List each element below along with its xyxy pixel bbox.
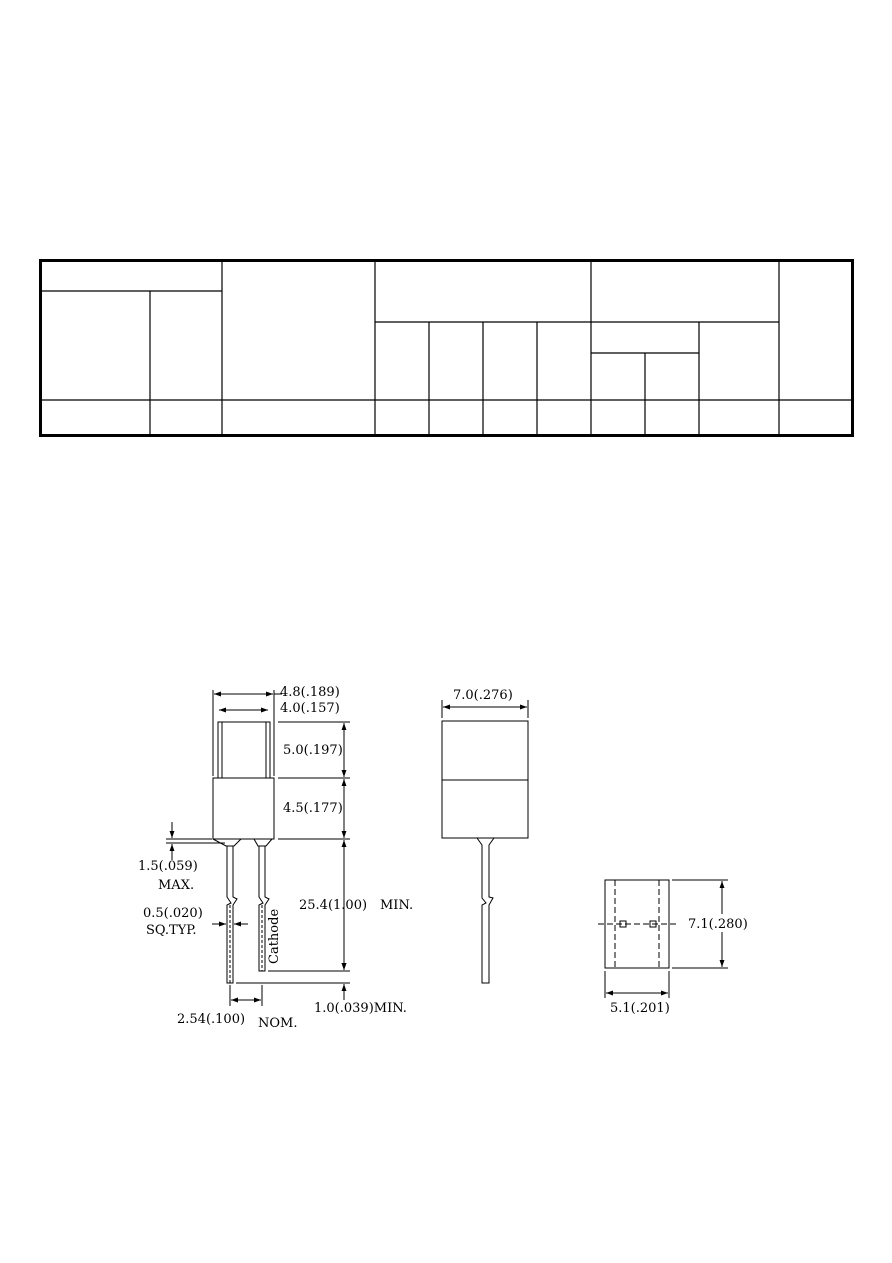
lower-height-label: 4.5(.177)	[283, 801, 343, 816]
front-width-label: 7.0(.276)	[453, 688, 513, 703]
base-offset-note: MAX.	[158, 878, 195, 893]
lead-length-note: MIN.	[380, 898, 414, 913]
upper-height-label: 5.0(.197)	[283, 743, 343, 758]
width-inner-label: 4.0(.157)	[280, 701, 340, 716]
bottom-view	[598, 880, 728, 998]
cathode-label: Cathode	[267, 908, 282, 964]
bottom-width-label: 5.1(.201)	[610, 1001, 670, 1016]
lead-size-note: SQ.TYP.	[146, 923, 197, 938]
width-outer-label: 4.8(.189)	[280, 685, 340, 700]
lead-spacing-note: NOM.	[258, 1016, 298, 1031]
bottom-height-label: 7.1(.280)	[688, 917, 748, 932]
lead-spacing-label: 2.54(.100)	[177, 1012, 246, 1027]
front-view	[442, 700, 528, 983]
base-offset-label: 1.5(.059)	[138, 859, 198, 874]
front-lead	[477, 838, 494, 983]
lead-left	[227, 846, 237, 983]
lead-end-label: 1.0(.039)MIN.	[314, 1001, 407, 1016]
side-view	[166, 690, 350, 1006]
lead-length-label: 25.4(1.00)	[299, 898, 368, 913]
lead-size-label: 0.5(.020)	[143, 906, 203, 921]
